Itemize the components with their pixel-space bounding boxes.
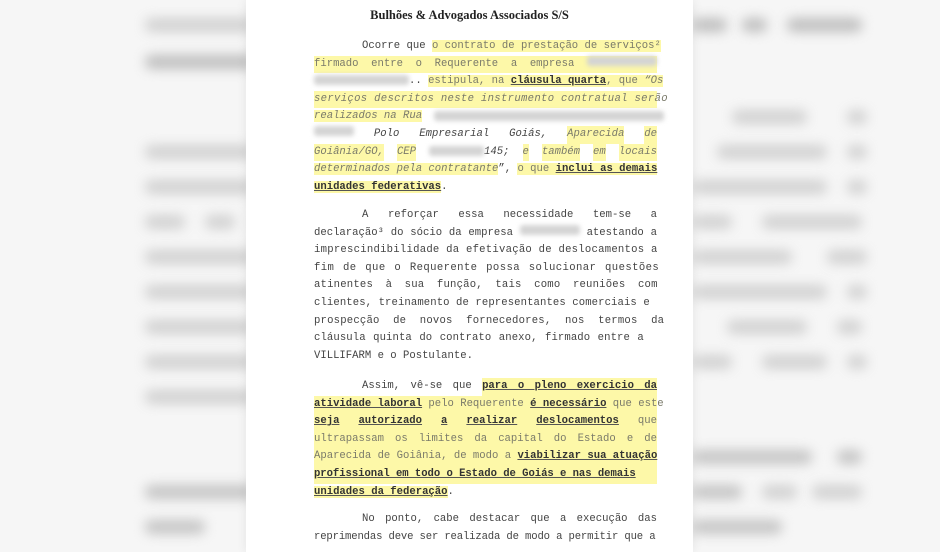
- text-run: “Os: [644, 75, 664, 88]
- bold-underlined-text: viabilizar sua atuação: [517, 450, 658, 463]
- word: entre: [371, 57, 403, 70]
- word: tem-se: [592, 209, 632, 221]
- text-line: [314, 448, 657, 466]
- text-line: [314, 378, 657, 396]
- word: a: [559, 513, 567, 525]
- paragraph-2: [314, 207, 665, 365]
- highlighted-text: determinados pela contratante: [314, 163, 499, 176]
- text-line: [314, 161, 657, 179]
- highlighted-text: [428, 75, 663, 87]
- highlighted-text: o contrato de prestação de serviços²: [431, 40, 661, 52]
- text-run: , que: [606, 75, 645, 88]
- highlighted-text: Aparecida: [567, 126, 624, 144]
- word: firmado: [314, 57, 359, 70]
- text-line: [314, 207, 657, 225]
- text-line: cláusula quinta do contrato anexo, firmado entre a: [314, 332, 644, 345]
- word: Assim,: [362, 380, 401, 392]
- redacted-company-name: [314, 75, 409, 85]
- word: a: [650, 209, 657, 221]
- letterhead-title: Bulhões & Advogados Associados S/S: [370, 8, 569, 22]
- text-line: [314, 413, 657, 431]
- word: A: [362, 209, 369, 221]
- word: Empresarial: [419, 127, 490, 140]
- word: do: [390, 226, 404, 239]
- text-line: [314, 466, 657, 484]
- highlighted-text: também: [542, 144, 580, 162]
- word: reforçar: [387, 209, 439, 221]
- word: cabe: [433, 513, 459, 525]
- highlighted-text: realizados na Rua: [314, 110, 423, 123]
- word: essa: [458, 209, 484, 221]
- word: Estado: [577, 432, 616, 445]
- word: a: [650, 226, 657, 239]
- word: vê-se: [410, 380, 443, 392]
- bold-underlined-text: autorizado: [358, 415, 423, 428]
- word: necessidade: [503, 209, 574, 221]
- text-line: VILLIFARM e o Postulante.: [314, 349, 473, 362]
- word: os: [395, 432, 408, 445]
- highlighted-text: de: [644, 126, 657, 144]
- bold-underlined-text: inclui as demais: [555, 163, 658, 176]
- word: execução: [576, 513, 628, 525]
- highlighted-text: em: [593, 144, 606, 162]
- bold-underlined-text: unidades da federação: [314, 485, 448, 498]
- word: limites: [418, 432, 464, 445]
- word: declaração³: [314, 226, 384, 239]
- text-line: clientes, treinamento de representantes comerciais e: [314, 296, 650, 309]
- word: que: [452, 380, 472, 392]
- blurred-background-right: [692, 0, 940, 552]
- text-line: atinentes à sua função, tais como reuniões com: [314, 279, 658, 292]
- highlighted-text: e: [523, 144, 529, 162]
- redacted-postal-code: [429, 146, 484, 156]
- text-run: ..: [409, 75, 429, 88]
- word: 145;: [484, 145, 510, 158]
- text-line: [314, 91, 668, 109]
- word: ultrapassam: [314, 432, 384, 445]
- word: empresa: [529, 57, 575, 70]
- blurred-background-left: [0, 0, 247, 552]
- text-run: Ocorre que: [362, 40, 432, 52]
- highlighted-text: Aparecida de Goiânia, de modo a: [314, 450, 518, 463]
- word: a: [510, 57, 518, 70]
- text-line: [314, 225, 657, 243]
- word: Requerente: [434, 57, 499, 70]
- text-line: [314, 484, 657, 502]
- word: que: [530, 513, 550, 525]
- bold-underlined-text: realizar: [466, 415, 518, 428]
- redacted-company-name: [520, 225, 580, 235]
- bold-underlined-text: é necessário: [530, 397, 607, 410]
- word: o: [415, 57, 422, 70]
- bold-underlined-text: para o pleno exercicio da: [482, 380, 657, 392]
- text-line: [314, 108, 657, 126]
- word: e: [626, 432, 634, 445]
- word: que: [637, 415, 657, 428]
- text-line: [314, 38, 661, 56]
- text-line: fim de que o Requerente possa solucionar questões: [314, 261, 660, 274]
- word: empresa: [468, 226, 513, 239]
- text-line: [314, 73, 664, 91]
- paragraph-3: [314, 378, 664, 501]
- text-line: [314, 511, 657, 529]
- redacted-company-name: [587, 56, 657, 66]
- word: ponto,: [385, 513, 424, 525]
- bold-underlined-text: deslocamentos: [536, 415, 619, 428]
- text-run: o que: [517, 163, 556, 176]
- word: da: [448, 226, 462, 239]
- word: destacar: [469, 513, 521, 525]
- word: do: [553, 432, 567, 445]
- text-line: [314, 431, 657, 449]
- highlighted-text: [517, 163, 657, 175]
- text-run: estipula, na: [428, 75, 511, 88]
- bold-underlined-text: profissional em todo o Estado de Goiás e nas demais: [314, 467, 636, 480]
- text-line: reprimendas deve ser realizada de modo a permitir que a: [314, 530, 656, 543]
- paragraph-1: [314, 38, 668, 196]
- highlighted-text: locais: [619, 144, 657, 162]
- highlighted-text: Goiânia/GO,: [314, 144, 384, 162]
- bold-underlined-text: cláusula quarta: [510, 75, 607, 88]
- word: Polo: [373, 127, 400, 140]
- document-page: [246, 0, 693, 552]
- text-line: prospecção de novos fornecedores, nos termos da: [314, 314, 665, 327]
- bold-underlined-text: atividade laboral: [314, 397, 423, 410]
- paragraph-4: [314, 511, 657, 546]
- text-line: [314, 56, 657, 74]
- word: No: [362, 513, 375, 525]
- text-run: ”,: [498, 163, 518, 176]
- word: de: [644, 432, 657, 445]
- word: das: [637, 513, 657, 525]
- redacted-address: [314, 126, 354, 136]
- word: capital: [498, 432, 543, 445]
- bold-underlined-text: a: [441, 415, 448, 428]
- text-line: imprescindibilidade da efetivação de deslocamentos a: [314, 244, 658, 257]
- text-run: .: [447, 485, 454, 498]
- text-line: [314, 179, 657, 197]
- bold-underlined-text: seja: [314, 415, 340, 428]
- word: atestando: [586, 226, 644, 239]
- text-line: [314, 144, 657, 162]
- highlighted-text: serviços descritos neste instrumento contratual serão: [314, 92, 668, 105]
- word: Goiás,: [509, 127, 548, 140]
- highlighted-text: CEP: [397, 144, 416, 162]
- word: da: [474, 432, 488, 445]
- highlighted-text: que este: [606, 397, 664, 410]
- highlighted-text: pelo Requerente: [422, 397, 531, 410]
- text-line: [314, 126, 657, 144]
- redacted-address: [434, 111, 664, 121]
- text-line: [314, 396, 664, 414]
- bold-underlined-text: unidades federativas: [314, 180, 442, 193]
- text-run: .: [441, 180, 448, 193]
- word: sócio: [410, 226, 443, 239]
